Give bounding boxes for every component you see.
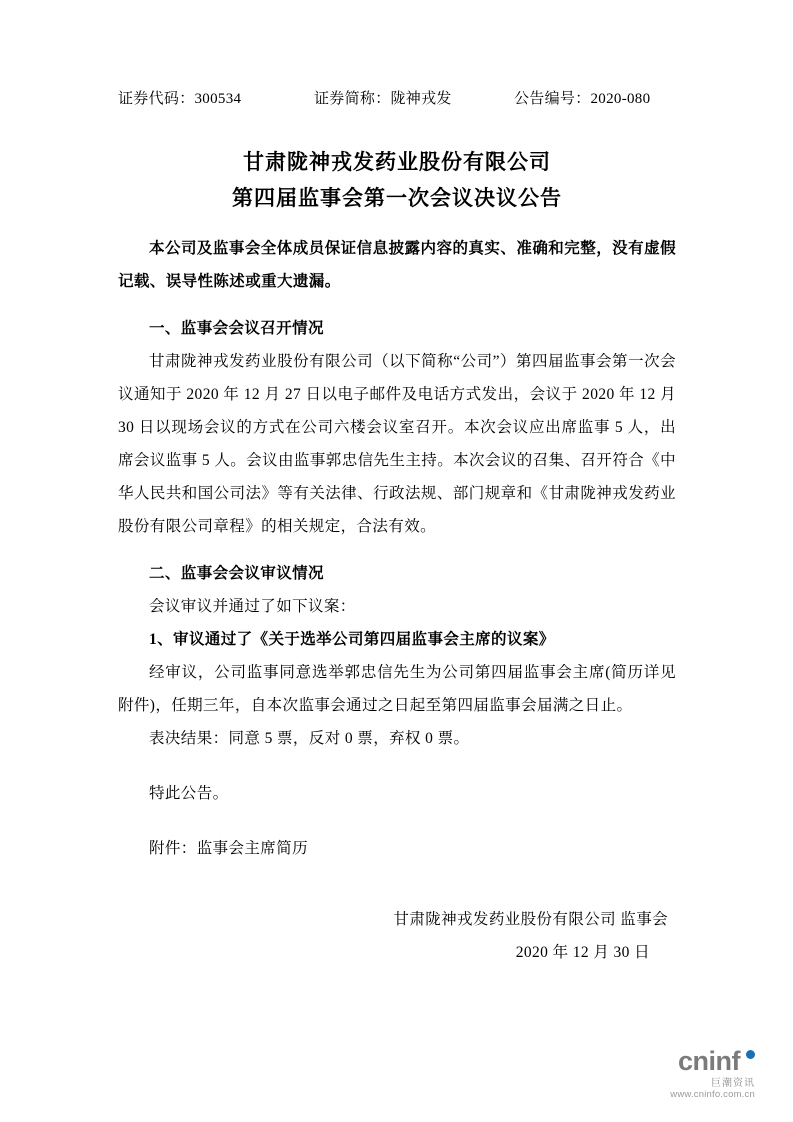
section-heading-2: 二、监事会会议审议情况 [149,565,324,582]
proposal-paragraph-1: 经审议，公司监事同意选举郭忠信先生为公司第四届监事会主席(简历详见附件)，任期三年，自本次监事会通过之日起至第四届监事会届满之日止。 [118,664,676,714]
logo-dot-icon [746,1050,755,1059]
cninfo-logo [615,1045,755,1100]
proposal-heading-1: 1、审议通过了《关于选举公司第四届监事会主席的议案》 [149,631,555,648]
spacer-2 [118,810,676,832]
announcement-number: 公告编号：2020-080 [514,91,651,107]
closing-notice: 特此公告。 [149,785,229,802]
security-code: 证券代码：300534 [118,91,242,107]
signature-date: 2020 年 12 月 30 日 [515,944,650,961]
page-title [118,144,676,216]
document-header-line [118,88,676,110]
logo-wordmark: cninf [678,1045,740,1076]
section-heading-1: 一、监事会会议召开情况 [149,320,324,337]
section-1-paragraph-1: 甘肃陇神戎发药业股份有限公司（以下简称“公司”）第四届监事会第一次会议通知于 2020 年 12 月 27 日以电子邮件及电话方式发出，会议于 2020 年 12 月 30 日以现场会议的方式在公司六楼会议室召开。本次会议应出席监事 5 人，出席会议监事 5 人。会议由监事郭忠信先生主持。本次会议的召集、召开符合《中华人民共和国公司法》等有关法律、行政法规、部门规章和《甘肃陇神戎发药业股份有限公司章程》的相关规定，合法有效。 [118,353,676,535]
declaration-paragraph: 本公司及监事会全体成员保证信息披露内容的真实、准确和完整，没有虚假记载、误导性陈述或重大遗漏。 [118,240,676,290]
attachment-note: 附件：监事会主席简历 [149,840,309,857]
signature-company: 甘肃陇神戎发药业股份有限公司 监事会 [393,911,668,928]
spacer [118,755,676,777]
logo-url: www.cninfo.com.cn [670,1088,755,1100]
vote-result: 表决结果：同意 5 票，反对 0 票，弃权 0 票。 [149,730,470,747]
document-content [118,88,676,969]
security-name: 证券简称：陇神戎发 [314,91,452,107]
title-line-1: 甘肃陇神戎发药业股份有限公司 [243,150,551,174]
logo-subtitle: 巨潮资讯 [711,1077,755,1089]
signature-block [118,903,676,969]
logo-row [615,1045,755,1076]
section-2-paragraph-1: 会议审议并通过了如下议案： [149,598,356,615]
title-line-2: 第四届监事会第一次会议决议公告 [232,186,562,210]
